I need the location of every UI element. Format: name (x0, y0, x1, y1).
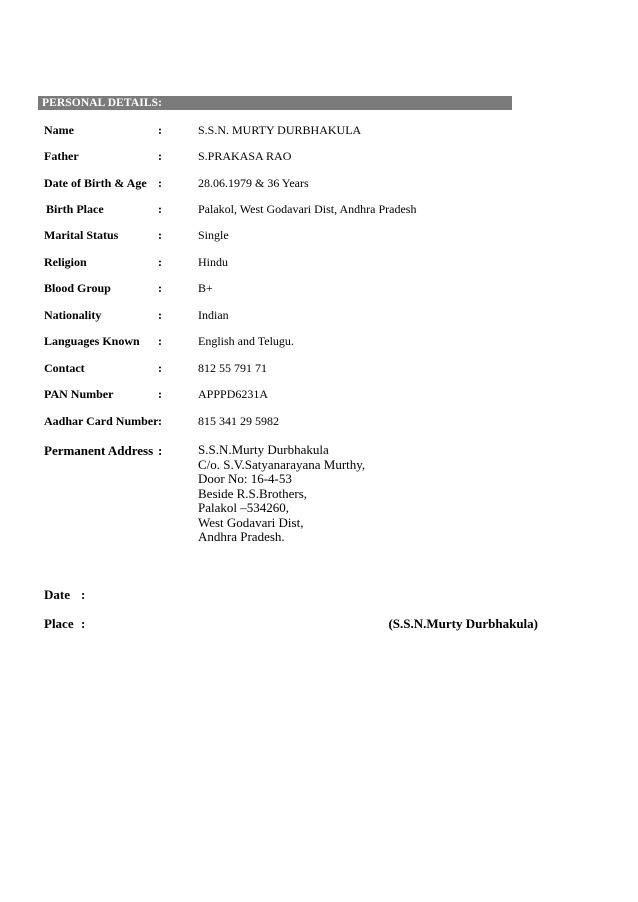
detail-colon: : (158, 176, 162, 190)
detail-value: S.S.N. MURTY DURBHAKULA (198, 123, 362, 137)
address-line: West Godavari Dist, (198, 514, 304, 530)
detail-value: Single (198, 228, 229, 242)
detail-label: Blood Group (44, 281, 111, 295)
detail-label: Nationality (44, 308, 102, 322)
detail-label: Permanent Address (44, 443, 154, 458)
detail-label: Marital Status (44, 228, 119, 242)
detail-value: B+ (198, 281, 213, 295)
detail-label: Birth Place (46, 202, 104, 216)
place-label: Place (44, 616, 74, 631)
date-row (0, 586, 638, 604)
detail-colon: : (158, 123, 162, 137)
detail-row-contact (0, 360, 638, 376)
detail-row-languages (0, 333, 638, 349)
detail-value: Indian (198, 308, 229, 322)
date-colon: : (81, 587, 86, 602)
permanent-address-block (198, 443, 365, 545)
detail-row-birth-place (0, 201, 638, 217)
detail-label: Languages Known (44, 334, 140, 348)
signature-name: (S.S.N.Murty Durbhakula) (388, 616, 538, 631)
detail-label: Father (44, 149, 79, 163)
address-line: Beside R.S.Brothers, (198, 485, 308, 501)
detail-label: Date of Birth & Age (44, 176, 147, 190)
detail-colon: : (158, 281, 162, 295)
detail-colon: : (158, 443, 163, 458)
detail-colon: : (158, 387, 162, 401)
detail-value: Hindu (198, 255, 228, 269)
detail-label: Contact (44, 361, 85, 375)
detail-colon: : (158, 202, 162, 216)
detail-colon: : (158, 308, 162, 322)
detail-row-dob-age (0, 175, 638, 191)
address-line: Palakol –534260, (198, 500, 289, 515)
detail-colon: : (158, 361, 162, 375)
detail-label: PAN Number (44, 387, 114, 401)
detail-row-name (0, 122, 638, 138)
detail-label: Name (44, 123, 74, 137)
detail-label: Aadhar Card Number (44, 414, 159, 428)
detail-colon: : (158, 334, 162, 348)
detail-row-aadhar-number (0, 413, 638, 429)
detail-colon: : (158, 149, 162, 163)
place-colon: : (81, 616, 86, 631)
detail-colon: : (158, 414, 162, 428)
detail-row-blood-group (0, 280, 638, 296)
detail-colon: : (158, 228, 162, 242)
address-line: S.S.N.Murty Durbhakula (198, 442, 329, 457)
place-row (0, 615, 638, 633)
detail-value: 812 55 791 71 (198, 361, 267, 375)
detail-value: Palakol, West Godavari Dist, Andhra Pradesh (198, 202, 417, 216)
detail-row-religion (0, 254, 638, 270)
detail-value: 28.06.1979 & 36 Years (198, 176, 309, 190)
detail-value: S.PRAKASA RAO (198, 149, 292, 163)
address-line: C/o. S.V.Satyanarayana Murthy, (198, 456, 366, 472)
address-line: Door No: 16-4-53 (198, 471, 292, 486)
section-title-personal-details: PERSONAL DETAILS: (38, 96, 512, 110)
detail-value: English and Telugu. (198, 334, 294, 348)
detail-row-pan-number (0, 386, 638, 402)
detail-value: APPPD6231A (198, 387, 269, 401)
detail-row-father (0, 148, 638, 164)
detail-colon: : (158, 255, 162, 269)
date-label: Date (44, 587, 70, 602)
detail-value: 815 341 29 5982 (198, 414, 279, 428)
address-line: Andhra Pradesh. (198, 529, 285, 544)
detail-label: Religion (44, 255, 87, 269)
detail-row-marital-status (0, 227, 638, 243)
detail-row-nationality (0, 307, 638, 323)
